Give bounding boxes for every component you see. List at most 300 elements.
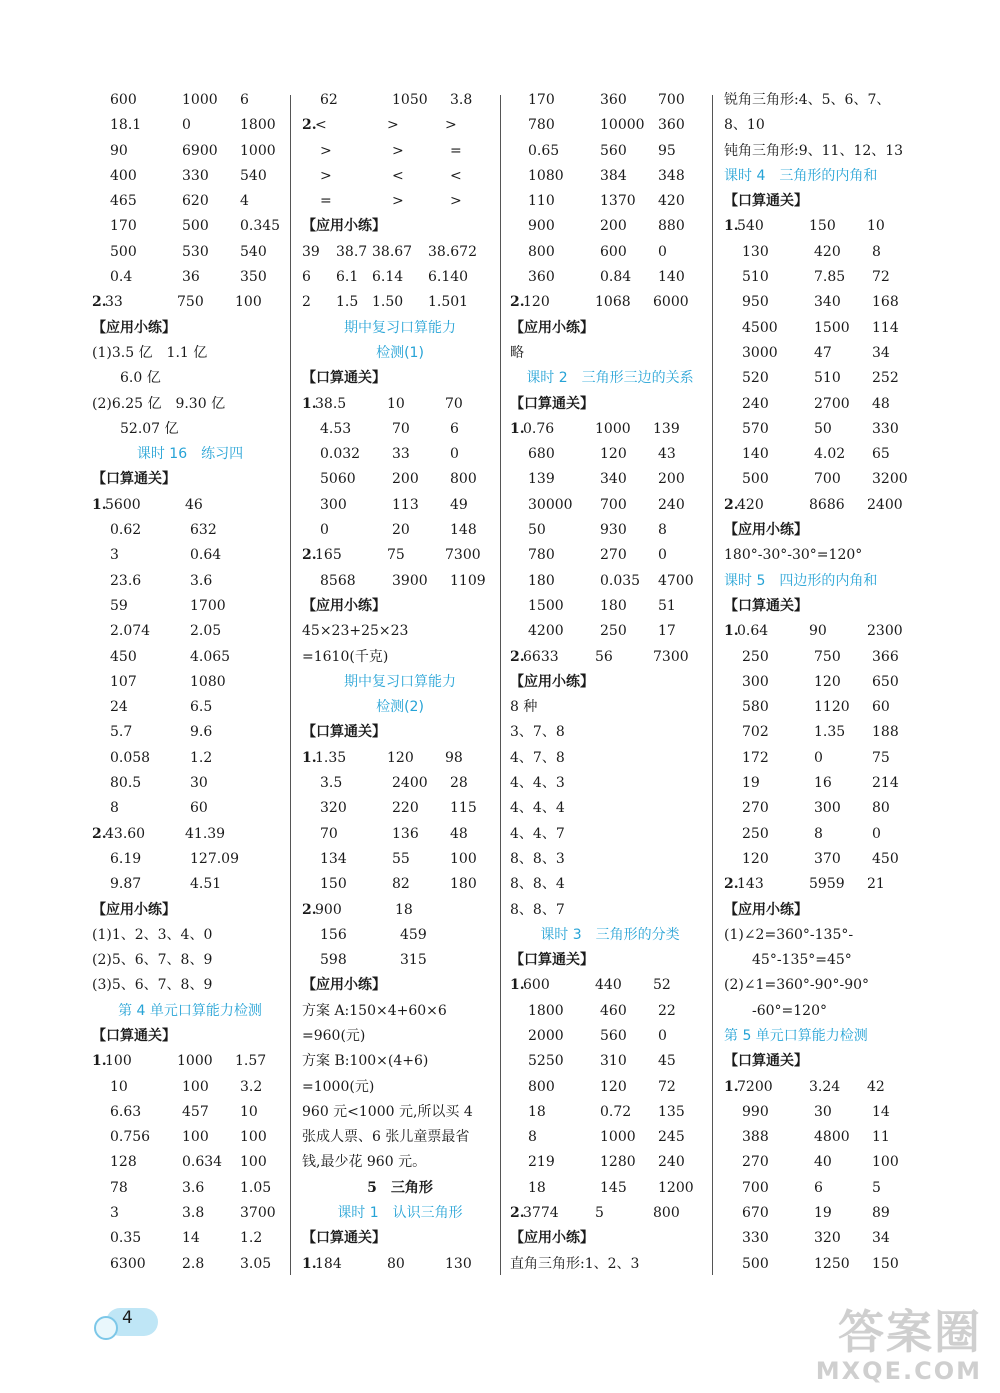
answer-value: 127.09 <box>190 850 239 867</box>
answer-value: 8 <box>814 825 823 842</box>
answer-value: 34 <box>872 1230 890 1247</box>
answer-value: 450 <box>110 648 137 665</box>
answer-value: 1050 <box>392 92 428 108</box>
answer-value: > <box>392 193 404 210</box>
answer-value: 7.85 <box>814 269 846 286</box>
lesson-title: 期中复习口算能力 <box>344 673 456 690</box>
answer-value: 20 <box>392 522 410 539</box>
answer-value: 8568 <box>320 572 356 589</box>
question-number: 2. <box>302 901 317 918</box>
answer-value: < <box>392 167 404 184</box>
answer-value: 34 <box>872 344 890 361</box>
lesson-title: 课时 2 三角形三边的关系 <box>526 370 694 387</box>
answer-value: 500 <box>742 471 769 488</box>
answer-value: 450 <box>872 850 899 867</box>
answer-value: 366 <box>872 648 899 665</box>
answer-value: 6900 <box>182 142 218 159</box>
answer-value: 8 <box>872 243 881 260</box>
answer-value: 90 <box>809 623 827 640</box>
answer-text: 8、8、3 <box>510 850 565 867</box>
answer-value: 1.5 <box>336 294 359 311</box>
answer-text: (1)1、2、3、4、0 <box>92 926 213 943</box>
answer-row <box>510 442 710 467</box>
answer-row <box>302 771 498 796</box>
answer-value: 780 <box>528 117 555 134</box>
answer-value: 459 <box>400 926 427 943</box>
answer-text: 8、8、4 <box>510 876 565 893</box>
answer-value: 270 <box>600 547 627 564</box>
answer-value: 4700 <box>658 572 694 589</box>
answer-row <box>92 569 288 594</box>
answer-value: 1.35 <box>315 749 347 766</box>
answer-value: 500 <box>742 1255 769 1272</box>
answer-text: 4、4、4 <box>510 800 565 817</box>
answer-row <box>724 1176 924 1201</box>
answer-row <box>92 695 288 720</box>
answer-value: 95 <box>658 142 676 159</box>
answer-value: 75 <box>387 547 405 564</box>
question-number: 1. <box>510 420 525 437</box>
lesson-title: 课时 16 练习四 <box>136 446 244 463</box>
answer-value: 598 <box>320 952 347 969</box>
answer-value: 5959 <box>809 876 845 893</box>
answer-value: 115 <box>450 800 477 817</box>
answer-value: 700 <box>742 1179 769 1196</box>
answer-row <box>510 265 710 290</box>
answer-text: =960(元) <box>302 1027 366 1044</box>
answer-column-4 <box>724 88 924 1277</box>
answer-row <box>302 746 498 771</box>
question-number: 1. <box>724 218 739 235</box>
answer-value: 0 <box>450 446 459 463</box>
answer-value: 0.756 <box>110 1129 151 1146</box>
lesson-title: 第 4 单元口算能力检测 <box>118 1002 262 1019</box>
answer-value: 6000 <box>653 294 689 311</box>
answer-value: 2700 <box>814 395 850 412</box>
answer-value: 62 <box>320 92 338 108</box>
answer-value: 560 <box>600 142 627 159</box>
answer-value: 18 <box>395 901 413 918</box>
answer-row <box>724 1075 924 1100</box>
answer-value: 250 <box>742 825 769 842</box>
answer-value: 4500 <box>742 319 778 336</box>
answer-value: 8 <box>110 800 119 817</box>
answer-value: 0.345 <box>240 218 281 235</box>
answer-value: 0 <box>658 243 667 260</box>
answer-value: > <box>320 142 332 159</box>
section-label: 【口算通关】 <box>724 193 808 210</box>
answer-row <box>302 467 498 492</box>
answer-value: 200 <box>392 471 419 488</box>
answer-value: 10 <box>867 218 885 235</box>
answer-value: 348 <box>658 167 685 184</box>
answer-value: 0 <box>658 547 667 564</box>
question-number: 2. <box>92 825 107 842</box>
answer-value: 3 <box>110 547 119 564</box>
answer-value: 3.24 <box>809 1078 841 1095</box>
answer-value: 252 <box>872 370 899 387</box>
answer-text: (1)∠2=360°-135°- <box>724 926 854 943</box>
answer-value: 72 <box>658 1078 676 1095</box>
answer-value: 220 <box>392 800 419 817</box>
answer-value: < <box>450 167 462 184</box>
answer-value: 18.1 <box>110 117 142 134</box>
answer-value: 110 <box>528 193 555 210</box>
section-label: 【口算通关】 <box>510 952 594 969</box>
answer-value: 100 <box>105 1053 132 1070</box>
answer-value: 55 <box>392 850 410 867</box>
answer-row <box>92 746 288 771</box>
answer-value: 700 <box>600 496 627 513</box>
answer-row <box>510 189 710 214</box>
answer-row <box>510 1024 710 1049</box>
answer-value: 2400 <box>867 496 903 513</box>
answer-row <box>92 796 288 821</box>
answer-value: 128 <box>110 1154 137 1171</box>
answer-value: = <box>450 142 462 159</box>
answer-row <box>302 822 498 847</box>
answer-row <box>92 493 288 518</box>
question-number: 1. <box>302 395 317 412</box>
answer-value: 400 <box>110 167 137 184</box>
answer-text: 45°-135°=45° <box>752 952 852 969</box>
answer-value: 0.76 <box>523 420 555 437</box>
answer-value: 3.8 <box>450 92 473 108</box>
answer-value: 150 <box>320 876 347 893</box>
lesson-title: 课时 4 三角形的内角和 <box>724 167 878 184</box>
answer-value: 1000 <box>240 142 276 159</box>
answer-row <box>92 1049 288 1074</box>
section-label: 【口算通关】 <box>724 1053 808 1070</box>
answer-text: 8 种 <box>510 699 538 716</box>
answer-value: 134 <box>320 850 347 867</box>
answer-value: 6 <box>450 420 459 437</box>
answer-value: 520 <box>742 370 769 387</box>
answer-value: 0.72 <box>600 1103 632 1120</box>
answer-row <box>724 771 924 796</box>
answer-value: 9.87 <box>110 876 142 893</box>
answer-row <box>302 872 498 897</box>
answer-value: 2.8 <box>182 1255 205 1272</box>
answer-text: 钝角三角形:9、11、12、13 <box>724 142 904 159</box>
section-label: 【应用小练】 <box>92 319 176 336</box>
answer-row <box>92 872 288 897</box>
answer-value: 5060 <box>320 471 356 488</box>
answer-value: 40 <box>814 1154 832 1171</box>
answer-value: 702 <box>742 724 769 741</box>
answer-value: 139 <box>653 420 680 437</box>
answer-row <box>510 543 710 568</box>
answer-text: -60°=120° <box>752 1002 827 1019</box>
answer-row <box>724 467 924 492</box>
section-label: 【应用小练】 <box>510 1230 594 1247</box>
answer-value: 0.84 <box>600 269 632 286</box>
section-label: 【口算通关】 <box>92 1027 176 1044</box>
answer-value: 46 <box>185 496 203 513</box>
answer-value: 6.14 <box>372 269 404 286</box>
answer-row <box>92 720 288 745</box>
answer-text: 锐角三角形:4、5、6、7、 <box>724 92 891 108</box>
answer-row <box>724 1252 924 1277</box>
answer-row <box>92 518 288 543</box>
answer-value: 148 <box>450 522 477 539</box>
answer-value: 78 <box>110 1179 128 1196</box>
answer-value: 170 <box>528 92 555 108</box>
answer-row <box>92 1201 288 1226</box>
answer-value: 140 <box>658 269 685 286</box>
answer-value: 457 <box>182 1103 209 1120</box>
answer-row <box>724 265 924 290</box>
answer-value: 1.2 <box>190 749 213 766</box>
answer-value: 52 <box>653 977 671 994</box>
answer-row <box>724 1226 924 1251</box>
answer-text: 方案 B:100×(4+6) <box>302 1053 429 1070</box>
answer-value: > <box>450 193 462 210</box>
section-label: 【应用小练】 <box>302 977 386 994</box>
answer-value: 90 <box>110 142 128 159</box>
answer-value: 6.5 <box>190 699 213 716</box>
question-number: 2. <box>302 117 317 134</box>
answer-value: 219 <box>528 1154 555 1171</box>
answer-value: 1080 <box>528 167 564 184</box>
answer-row <box>92 1176 288 1201</box>
answer-row <box>510 139 710 164</box>
answer-value: 0.032 <box>320 446 361 463</box>
question-number: 2. <box>510 1205 525 1222</box>
answer-value: 7300 <box>445 547 481 564</box>
answer-row <box>92 1226 288 1251</box>
answer-value: 59 <box>110 597 128 614</box>
answer-row <box>724 695 924 720</box>
answer-value: 330 <box>182 167 209 184</box>
answer-value: 3900 <box>392 572 428 589</box>
answer-value: 1000 <box>595 420 631 437</box>
question-number: 2. <box>724 496 739 513</box>
answer-value: 800 <box>528 243 555 260</box>
answer-row <box>510 113 710 138</box>
answer-value: 540 <box>737 218 764 235</box>
answer-value: 2400 <box>392 775 428 792</box>
answer-value: 1500 <box>528 597 564 614</box>
answer-value: 0.035 <box>600 572 641 589</box>
answer-value: 1.2 <box>240 1230 263 1247</box>
section-label: 【应用小练】 <box>510 319 594 336</box>
answer-value: 135 <box>658 1103 685 1120</box>
answer-value: 50 <box>814 420 832 437</box>
answer-value: 145 <box>600 1179 627 1196</box>
answer-value: 900 <box>528 218 555 235</box>
answer-value: 330 <box>742 1230 769 1247</box>
answer-text: 180°-30°-30°=120° <box>724 547 863 564</box>
answer-value: 1200 <box>658 1179 694 1196</box>
answer-value: 8686 <box>809 496 845 513</box>
answer-value: 0.634 <box>182 1154 223 1171</box>
answer-row <box>302 493 498 518</box>
answer-value: 1700 <box>190 597 226 614</box>
answer-value: 3.05 <box>240 1255 272 1272</box>
answer-value: 2.074 <box>110 623 151 640</box>
answer-value: 880 <box>658 218 685 235</box>
answer-value: 0.64 <box>190 547 222 564</box>
answer-text: 张成人票、6 张儿童票最省 <box>302 1129 470 1146</box>
answer-row <box>92 543 288 568</box>
answer-row <box>302 442 498 467</box>
answer-value: 700 <box>658 92 685 108</box>
question-number: 1. <box>510 977 525 994</box>
answer-row <box>302 898 498 923</box>
answer-row <box>92 88 288 113</box>
answer-value: 1.50 <box>372 294 404 311</box>
answer-value: 1500 <box>814 319 850 336</box>
answer-value: > <box>387 117 399 134</box>
answer-column-3 <box>510 88 710 1277</box>
section-label: 【口算通关】 <box>724 597 808 614</box>
answer-value: 950 <box>742 294 769 311</box>
answer-row <box>302 240 498 265</box>
answer-value: 180 <box>450 876 477 893</box>
answer-value: 330 <box>872 420 899 437</box>
answer-value: 0.35 <box>110 1230 142 1247</box>
answer-value: 100 <box>450 850 477 867</box>
answer-row <box>302 569 498 594</box>
answer-value: 139 <box>528 471 555 488</box>
answer-value: = <box>320 193 332 210</box>
answer-value: 540 <box>240 243 267 260</box>
answer-value: 6 <box>814 1179 823 1196</box>
answer-row <box>724 316 924 341</box>
answer-row <box>510 619 710 644</box>
answer-value: 7200 <box>737 1078 773 1095</box>
watermark-url: MXQE.COM <box>815 1357 982 1385</box>
answer-value: 51 <box>658 597 676 614</box>
answer-row <box>302 543 498 568</box>
question-number: 1. <box>724 1078 739 1095</box>
answer-value: 1370 <box>600 193 636 210</box>
answer-value: 18 <box>528 1103 546 1120</box>
answer-value: 1800 <box>528 1002 564 1019</box>
answer-row <box>510 240 710 265</box>
answer-value: 136 <box>392 825 419 842</box>
answer-value: 107 <box>110 673 137 690</box>
answer-text: (1)3.5 亿 1.1 亿 <box>92 344 208 361</box>
answer-value: 440 <box>595 977 622 994</box>
answer-value: 120 <box>600 1078 627 1095</box>
answer-value: 300 <box>742 673 769 690</box>
answer-row <box>92 619 288 644</box>
answer-value: 165 <box>315 547 342 564</box>
answer-row <box>724 1150 924 1175</box>
answer-value: 2000 <box>528 1027 564 1044</box>
answer-value: 23.6 <box>110 572 142 589</box>
answer-value: 6 <box>302 269 311 286</box>
answer-value: 245 <box>658 1129 685 1146</box>
section-label: 【口算通关】 <box>92 471 176 488</box>
answer-text: 略 <box>510 344 524 361</box>
answer-value: 780 <box>528 547 555 564</box>
answer-value: 6 <box>240 92 249 108</box>
answer-value: 1.501 <box>428 294 469 311</box>
answer-text: =1610(千克) <box>302 648 389 665</box>
answer-value: 540 <box>240 167 267 184</box>
answer-value: 120 <box>742 850 769 867</box>
answer-value: 3 <box>110 1205 119 1222</box>
answer-value: 4.02 <box>814 446 846 463</box>
answer-value: 36 <box>182 269 200 286</box>
answer-value: 100 <box>182 1129 209 1146</box>
unit-title: 5 三角形 <box>367 1179 433 1196</box>
answer-value: 113 <box>392 496 419 513</box>
lesson-title: 检测(1) <box>376 344 424 361</box>
answer-row <box>510 88 710 113</box>
answer-value: 0 <box>182 117 191 134</box>
answer-value: 0 <box>320 522 329 539</box>
answer-value: 2300 <box>867 623 903 640</box>
answer-value: 0 <box>872 825 881 842</box>
answer-value: 700 <box>814 471 841 488</box>
answer-value: 5250 <box>528 1053 564 1070</box>
answer-row <box>724 290 924 315</box>
answer-value: 3774 <box>523 1205 559 1222</box>
answer-value: 10000 <box>600 117 645 134</box>
answer-row <box>724 493 924 518</box>
answer-value: 0 <box>658 1027 667 1044</box>
answer-value: 0.64 <box>737 623 769 640</box>
answer-value: 70 <box>392 420 410 437</box>
answer-row <box>302 392 498 417</box>
answer-row <box>510 999 710 1024</box>
answer-row <box>92 594 288 619</box>
answer-value: 130 <box>742 243 769 260</box>
answer-value: 3.5 <box>320 775 343 792</box>
answer-value: 14 <box>182 1230 200 1247</box>
lesson-title: 期中复习口算能力 <box>344 319 456 336</box>
answer-value: 0.62 <box>110 522 142 539</box>
answer-row <box>724 645 924 670</box>
answer-value: 50 <box>528 522 546 539</box>
answer-value: 510 <box>814 370 841 387</box>
watermark <box>816 1307 982 1385</box>
snail-icon <box>94 1316 118 1340</box>
answer-value: 360 <box>528 269 555 286</box>
answer-value: 56 <box>595 648 613 665</box>
lesson-title: 第 5 单元口算能力检测 <box>724 1027 868 1044</box>
answer-row <box>92 771 288 796</box>
answer-row <box>302 113 498 138</box>
answer-value: 350 <box>240 269 267 286</box>
answer-row <box>302 265 498 290</box>
answer-value: 1280 <box>600 1154 636 1171</box>
answer-value: 1000 <box>177 1053 213 1070</box>
answer-text: 4、4、3 <box>510 775 565 792</box>
answer-value: 72 <box>872 269 890 286</box>
answer-value: 340 <box>814 294 841 311</box>
answer-value: 990 <box>742 1103 769 1120</box>
answer-row <box>724 1100 924 1125</box>
answer-value: 18 <box>528 1179 546 1196</box>
answer-value: 420 <box>658 193 685 210</box>
answer-value: 6.19 <box>110 850 142 867</box>
answer-row <box>92 1075 288 1100</box>
answer-text: 8、8、7 <box>510 901 565 918</box>
answer-value: 3700 <box>240 1205 276 1222</box>
answer-text: 960 元<1000 元,所以买 4 <box>302 1103 473 1120</box>
answer-value: 620 <box>182 193 209 210</box>
answer-value: 80 <box>387 1255 405 1272</box>
answer-value: < <box>315 117 327 134</box>
answer-row <box>92 847 288 872</box>
question-number: 2. <box>510 648 525 665</box>
answer-value: 100 <box>872 1154 899 1171</box>
